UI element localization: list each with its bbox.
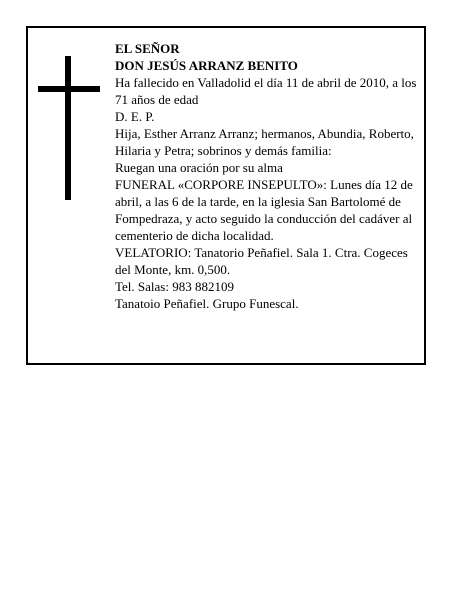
cross-vertical-bar: [65, 56, 71, 200]
cross-horizontal-bar: [38, 86, 100, 92]
prayer-text: Ruegan una oración por su alma: [115, 160, 283, 175]
notice-text-block: [115, 40, 421, 312]
cross-icon: [38, 56, 100, 200]
funeral-text: FUNERAL «CORPORE INSEPULTO»: Lunes día 12 de abril, a las 6 de la tarde, en la iglesia San Bartolomé de Fompedraza, y acto seguido la conducción del cadáver al cementerio de dicha localidad.: [115, 177, 413, 243]
company-text: Tanatoio Peñafiel. Grupo Funescal.: [115, 296, 299, 311]
deceased-name: DON JESÚS ARRANZ BENITO: [115, 58, 298, 73]
family-text: Hija, Esther Arranz Arranz; hermanos, Abundia, Roberto, Hilaria y Petra; sobrinos y demás familia:: [115, 126, 414, 158]
death-info: Ha fallecido en Valladolid el día 11 de abril de 2010, a los 71 años de edad: [115, 75, 417, 107]
dep-text: D. E. P.: [115, 109, 155, 124]
obituary-notice: [26, 26, 426, 365]
phone-text: Tel. Salas: 983 882109: [115, 279, 234, 294]
velatorio-text: VELATORIO: Tanatorio Peñafiel. Sala 1. Ctra. Cogeces del Monte, km. 0,500.: [115, 245, 408, 277]
notice-title-line1: EL SEÑOR: [115, 41, 180, 56]
